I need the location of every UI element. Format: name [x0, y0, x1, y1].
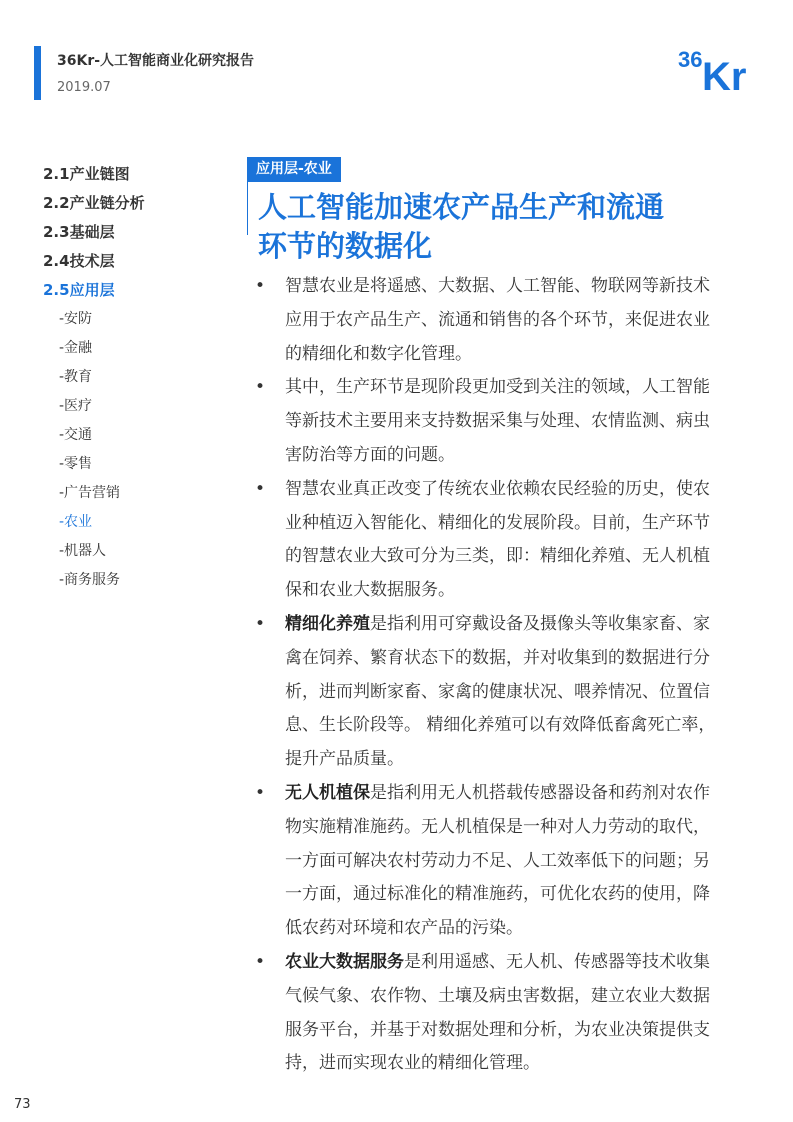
table-of-contents [43, 160, 223, 595]
bullet-text: 智慧农业真正改变了传统农业依赖农民经验的历史，使农业种植迈入智能化、精细化的发展阶段。目前，生产环节的智慧农业大致可分为三类，即：精细化养殖、无人机植保和农业大数据服务。 [285, 478, 710, 601]
toc-subitem-healthcare[interactable]: -医疗 [59, 398, 93, 414]
bullet-text: 其中，生产环节是现阶段更加受到关注的领域，人工智能等新技术主要用来支持数据采集与处理、农情监测、病虫害防治等方面的问题。 [285, 377, 710, 465]
toc-subitem-education[interactable]: -教育 [59, 369, 93, 385]
page-title-line-2: 环节的数据化 [258, 229, 433, 263]
bullet-marker: • [255, 276, 266, 296]
bullet-marker: • [255, 377, 266, 398]
toc-subitem-business-services[interactable]: -商务服务 [59, 572, 121, 588]
bullet-keyword: 精细化养殖 [285, 613, 370, 634]
report-title: 36Kr-人工智能商业化研究报告 [57, 53, 255, 69]
toc-section-2-5[interactable]: 2.5应用层 [43, 281, 115, 299]
toc-subitem-finance[interactable]: -金融 [59, 340, 93, 356]
logo-text-large: Kr [702, 55, 747, 95]
bullet-text: 是利用遥感、无人机、传感器等技术收集气候气象、农作物、土壤及病虫害数据，建立农业大数据服务平台，并基于对数据处理和分析，为农业决策提供支持，进而实现农业的精细化管理。 [285, 951, 710, 1074]
bullet-keyword: 农业大数据服务 [285, 951, 404, 972]
report-date: 2019.07 [57, 80, 111, 95]
bullet-marker: • [255, 478, 266, 499]
toc-subitem-transport[interactable]: -交通 [59, 427, 93, 443]
bullet-list [255, 270, 725, 1081]
brand-logo [676, 40, 766, 95]
toc-subitem-robotics[interactable]: -机器人 [59, 543, 107, 559]
bullet-text: 智慧农业是将遥感、大数据、人工智能、物联网等新技术应用于农产品生产、流通和销售的各个环节，来促进农业的精细化和数字化管理。 [285, 276, 710, 364]
bullet-item [255, 946, 725, 1081]
bullet-item [255, 473, 725, 608]
bullet-text: 是指利用无人机搭载传感器设备和药剂对农作物实施精准施药。无人机植保是一种对人力劳动的取代，一方面可解决农村劳动力不足、人工效率低下的问题；另一方面，通过标准化的精准施药，可优化农药的使用，降低农药对环境和农产品的污染。 [285, 782, 710, 939]
toc-section-2-2[interactable]: 2.2产业链分析 [43, 194, 145, 212]
page-title [258, 188, 728, 266]
page-number: 73 [14, 1097, 31, 1112]
bullet-marker: • [255, 951, 266, 972]
bullet-marker: • [255, 613, 266, 634]
bullet-text: 是指利用可穿戴设备及摄像头等收集家畜、家禽在饲养、繁育状态下的数据，并对收集到的数据进行分析，进而判断家畜、家禽的健康状况、喂养情况、位置信息、生长阶段等。 精细化养殖可以有效降低畜禽死亡率，提升产品质量。 [285, 613, 716, 770]
page-title-line-1: 人工智能加速农产品生产和流通 [258, 190, 665, 224]
toc-subitem-security[interactable]: -安防 [59, 311, 93, 327]
bullet-keyword: 无人机植保 [285, 782, 370, 803]
toc-section-2-1[interactable]: 2.1产业链图 [43, 165, 130, 183]
bullet-marker: • [255, 782, 266, 803]
bullet-item [255, 270, 725, 371]
toc-section-2-3[interactable]: 2.3基础层 [43, 223, 115, 241]
toc-subitem-advertising[interactable]: -广告营销 [59, 485, 121, 501]
bullet-item [255, 777, 725, 946]
toc-section-2-4[interactable]: 2.4技术层 [43, 252, 115, 270]
toc-subitem-agriculture[interactable]: -农业 [59, 514, 93, 530]
logo-text-small: 36 [678, 47, 703, 72]
bullet-item [255, 608, 725, 777]
toc-subitem-retail[interactable]: -零售 [59, 456, 93, 472]
header-accent-bar [34, 46, 41, 100]
bullet-item [255, 371, 725, 472]
section-tag: 应用层-农业 [247, 157, 341, 182]
